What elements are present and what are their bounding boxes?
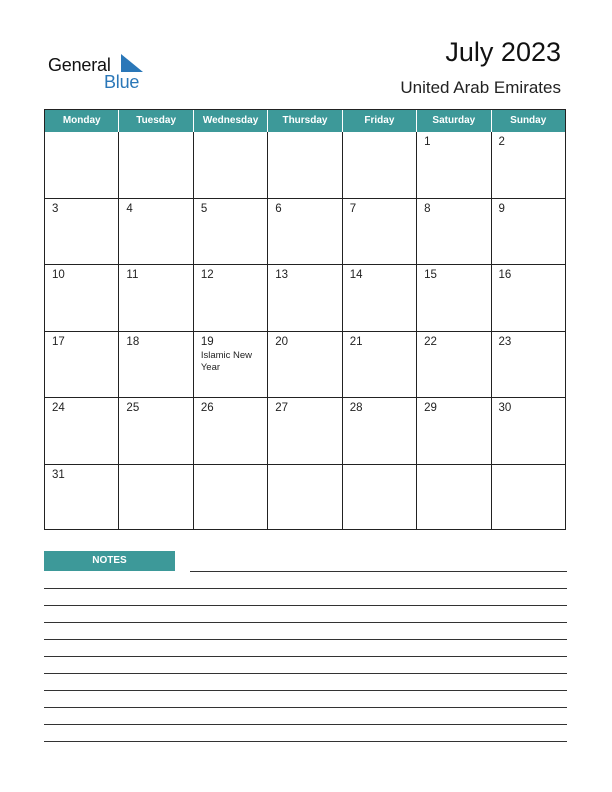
calendar-weeks [45, 132, 565, 530]
day-cell [119, 465, 193, 531]
holiday-label: Islamic New Year [200, 349, 253, 373]
day-cell [268, 199, 342, 265]
logo-text-blue: Blue [104, 72, 140, 92]
weekday-header-tuesday: Tuesday [119, 110, 193, 132]
day-cell [194, 398, 268, 464]
day-number: 26 [200, 402, 214, 414]
week-row [45, 132, 565, 198]
day-cell [194, 332, 268, 398]
weekday-header-row [45, 110, 565, 132]
notes-line [44, 707, 567, 708]
day-number: 14 [349, 269, 363, 281]
day-number: 25 [126, 402, 140, 414]
day-number: 30 [498, 402, 512, 414]
day-cell [45, 265, 119, 331]
day-cell [343, 265, 417, 331]
week-row [45, 331, 565, 398]
day-number: 15 [424, 269, 437, 281]
week-row [45, 464, 565, 531]
calendar-grid [44, 109, 566, 530]
day-number: 5 [200, 202, 208, 215]
day-cell [268, 265, 342, 331]
day-number: 13 [275, 269, 289, 281]
day-number: 23 [498, 335, 512, 348]
week-row [45, 198, 565, 265]
day-cell [343, 132, 417, 198]
day-number: 1 [424, 136, 431, 148]
day-cell [194, 265, 268, 331]
notes-line [44, 622, 567, 623]
notes-label: NOTES [44, 551, 175, 571]
logo-text-general: General [48, 55, 111, 75]
day-cell [194, 132, 268, 198]
day-number: 10 [52, 269, 65, 281]
day-number: 9 [498, 202, 505, 215]
day-cell [492, 199, 565, 265]
day-number: 4 [126, 202, 133, 215]
day-number: 12 [200, 269, 214, 281]
day-number: 6 [275, 202, 282, 215]
weekday-header-sunday: Sunday [510, 115, 547, 126]
day-cell [194, 199, 268, 265]
day-cell [194, 465, 268, 531]
day-cell [492, 465, 565, 531]
day-cell [417, 465, 491, 531]
notes-line [190, 571, 567, 572]
weekday-header-saturday: Saturday [417, 110, 491, 132]
notes-line [44, 724, 567, 725]
day-cell [417, 132, 491, 198]
day-cell [343, 465, 417, 531]
page-title: July 2023 [445, 37, 561, 67]
day-cell [45, 199, 119, 265]
day-cell [417, 199, 491, 265]
notes-line [44, 690, 567, 691]
day-cell [417, 265, 491, 331]
day-number: 16 [498, 269, 512, 281]
day-cell [119, 332, 193, 398]
day-cell [119, 199, 193, 265]
day-number: 18 [126, 335, 140, 348]
notes-line [44, 656, 567, 657]
day-cell [492, 265, 565, 331]
day-cell [268, 398, 342, 464]
day-number: 11 [126, 269, 139, 281]
day-cell [343, 199, 417, 265]
day-number: 27 [275, 402, 289, 414]
day-number: 21 [349, 335, 363, 348]
day-number: 7 [349, 202, 357, 215]
notes-line [44, 605, 567, 606]
notes-line [44, 639, 567, 640]
notes-line [44, 673, 567, 674]
day-cell [119, 132, 193, 198]
day-number: 22 [424, 335, 437, 348]
day-cell [492, 132, 565, 198]
day-number: 20 [275, 335, 289, 348]
notes-line [44, 741, 567, 742]
country-subtitle: United Arab Emirates [400, 78, 561, 97]
day-cell [417, 398, 491, 464]
day-cell [492, 398, 565, 464]
weekday-header-thursday: Thursday [268, 110, 342, 132]
weekday-header-wednesday: Wednesday [194, 110, 268, 132]
week-row [45, 397, 565, 464]
weekday-header-friday: Friday [343, 110, 417, 132]
day-cell [45, 465, 119, 531]
day-cell [45, 332, 119, 398]
day-cell [268, 465, 342, 531]
day-number: 29 [424, 402, 437, 414]
day-cell [45, 398, 119, 464]
brand-logo [48, 52, 158, 94]
day-cell [119, 398, 193, 464]
day-cell [417, 332, 491, 398]
logo-triangle-icon [119, 54, 143, 74]
day-number: 17 [52, 335, 65, 348]
day-cell [268, 332, 342, 398]
day-cell [343, 332, 417, 398]
day-cell [492, 332, 565, 398]
day-number: 3 [52, 202, 59, 215]
day-number: 2 [498, 136, 505, 148]
day-number: 8 [424, 202, 431, 215]
day-number: 31 [52, 468, 65, 481]
weekday-header-monday: Monday [45, 110, 119, 132]
day-number: 28 [349, 402, 363, 414]
notes-line [44, 588, 567, 589]
day-cell [343, 398, 417, 464]
day-cell [45, 132, 119, 198]
day-cell [268, 132, 342, 198]
day-cell [119, 265, 193, 331]
day-number: 24 [52, 402, 65, 414]
day-number: 19 [200, 335, 214, 348]
week-row [45, 264, 565, 331]
